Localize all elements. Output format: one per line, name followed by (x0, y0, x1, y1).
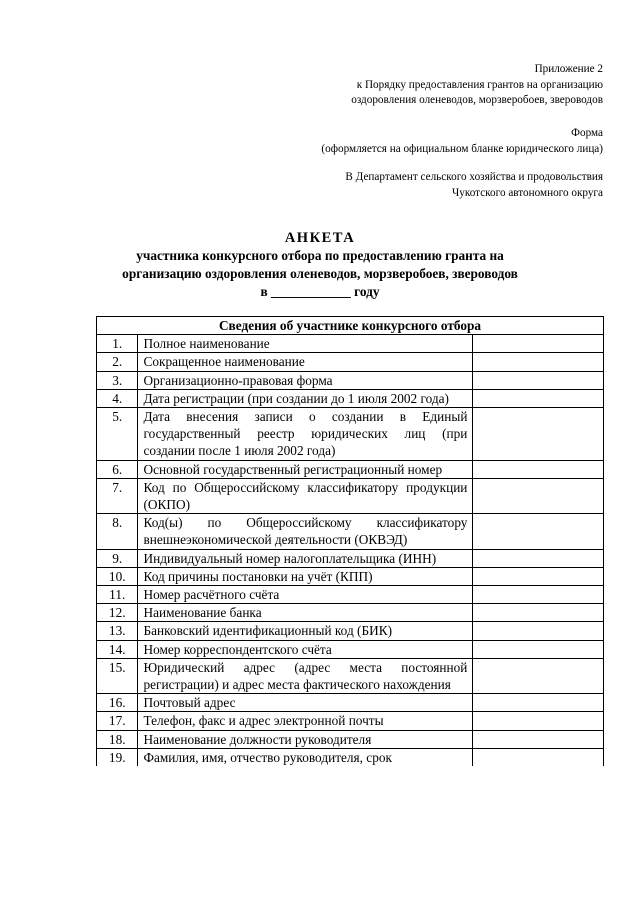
row-number: 8. (97, 514, 138, 549)
table-row (97, 604, 604, 622)
table-row (97, 748, 604, 766)
row-number: 17. (97, 712, 138, 730)
recipient-line-1: В Департамент сельского хозяйства и продовольствия (345, 171, 603, 183)
row-value-cell[interactable] (473, 549, 604, 567)
row-number: 13. (97, 622, 138, 640)
row-field-name: Индивидуальный номер налогоплательщика (ИНН) (138, 549, 473, 567)
recipient-address (345, 170, 603, 201)
row-value-cell[interactable] (473, 730, 604, 748)
row-number: 18. (97, 730, 138, 748)
row-value-cell[interactable] (473, 748, 604, 766)
table-row (97, 712, 604, 730)
table-row (97, 658, 604, 693)
row-value-cell[interactable] (473, 586, 604, 604)
table-row (97, 408, 604, 461)
table-row (97, 549, 604, 567)
title-year-prefix: в (260, 284, 268, 299)
row-value-cell[interactable] (473, 460, 604, 478)
row-field-name: Сокращенное наименование (138, 353, 473, 371)
table-row (97, 622, 604, 640)
row-number: 9. (97, 549, 138, 567)
row-field-name: Код по Общероссийскому классификатору продукции (ОКПО) (138, 478, 473, 513)
table-row (97, 478, 604, 513)
table-row (97, 353, 604, 371)
title-year-suffix: году (354, 284, 380, 299)
row-value-cell[interactable] (473, 514, 604, 549)
appendix-number: Приложение 2 (534, 63, 603, 75)
year-blank: ____________ (271, 284, 351, 299)
row-number: 10. (97, 567, 138, 585)
row-field-name: Код(ы) по Общероссийскому классификатору внешнеэкономической деятельности (ОКВЭД) (138, 514, 473, 549)
appendix-line-3: оздоровления оленеводов, морзверобоев, звероводов (351, 94, 603, 106)
row-number: 12. (97, 604, 138, 622)
row-field-name: Номер корреспондентского счёта (138, 640, 473, 658)
title-line-2: участника конкурсного отбора по предоставлению гранта на (136, 248, 504, 263)
row-number: 14. (97, 640, 138, 658)
row-field-name: Почтовый адрес (138, 694, 473, 712)
row-field-name: Организационно-правовая форма (138, 371, 473, 389)
form-note (321, 126, 603, 157)
table-row (97, 460, 604, 478)
row-field-name: Наименование должности руководителя (138, 730, 473, 748)
row-value-cell[interactable] (473, 604, 604, 622)
table-row (97, 730, 604, 748)
form-letterhead-note: (оформляется на официальном бланке юридического лица) (321, 142, 603, 155)
table-row (97, 640, 604, 658)
row-value-cell[interactable] (473, 712, 604, 730)
row-field-name: Телефон, факс и адрес электронной почты (138, 712, 473, 730)
row-number: 15. (97, 658, 138, 693)
row-value-cell[interactable] (473, 353, 604, 371)
row-field-name: Основной государственный регистрационный номер (138, 460, 473, 478)
table-row (97, 694, 604, 712)
row-field-name: Банковский идентификационный код (БИК) (138, 622, 473, 640)
row-number: 5. (97, 408, 138, 461)
table-row (97, 586, 604, 604)
document-title (0, 229, 640, 301)
row-number: 6. (97, 460, 138, 478)
row-value-cell[interactable] (473, 389, 604, 407)
row-field-name: Юридический адрес (адрес места постоянной регистрации) и адрес места фактического нахождения (138, 658, 473, 693)
table-row (97, 567, 604, 585)
row-value-cell[interactable] (473, 335, 604, 353)
row-number: 4. (97, 389, 138, 407)
title-main: АНКЕТА (284, 230, 356, 246)
row-field-name: Дата внесения записи о создании в Единый государственный реестр юридических лиц (при создании после 1 июля 2002 года) (138, 408, 473, 461)
row-number: 7. (97, 478, 138, 513)
row-number: 1. (97, 335, 138, 353)
row-field-name: Дата регистрации (при создании до 1 июля 2002 года) (138, 389, 473, 407)
form-label: Форма (571, 127, 603, 139)
row-value-cell[interactable] (473, 694, 604, 712)
table-row (97, 371, 604, 389)
row-field-name: Номер расчётного счёта (138, 586, 473, 604)
row-field-name: Полное наименование (138, 335, 473, 353)
recipient-line-2: Чукотского автономного округа (452, 186, 603, 199)
row-number: 2. (97, 353, 138, 371)
row-value-cell[interactable] (473, 408, 604, 461)
row-value-cell[interactable] (473, 658, 604, 693)
row-number: 11. (97, 586, 138, 604)
row-value-cell[interactable] (473, 622, 604, 640)
row-field-name: Код причины постановки на учёт (КПП) (138, 567, 473, 585)
row-field-name: Фамилия, имя, отчество руководителя, срок (138, 748, 473, 766)
row-value-cell[interactable] (473, 478, 604, 513)
table-row (97, 335, 604, 353)
row-value-cell[interactable] (473, 371, 604, 389)
appendix-reference (351, 62, 603, 109)
table-body (97, 335, 604, 766)
appendix-line-2: к Порядку предоставления грантов на организацию (356, 78, 603, 91)
title-line-3: организацию оздоровления оленеводов, морзверобоев, звероводов (122, 266, 518, 281)
row-number: 19. (97, 748, 138, 766)
participant-info-table (96, 316, 604, 766)
table-header: Сведения об участнике конкурсного отбора (97, 317, 604, 335)
table-row (97, 514, 604, 549)
title-year-line (0, 283, 640, 301)
table-row (97, 389, 604, 407)
row-field-name: Наименование банка (138, 604, 473, 622)
row-value-cell[interactable] (473, 567, 604, 585)
row-number: 3. (97, 371, 138, 389)
row-value-cell[interactable] (473, 640, 604, 658)
row-number: 16. (97, 694, 138, 712)
